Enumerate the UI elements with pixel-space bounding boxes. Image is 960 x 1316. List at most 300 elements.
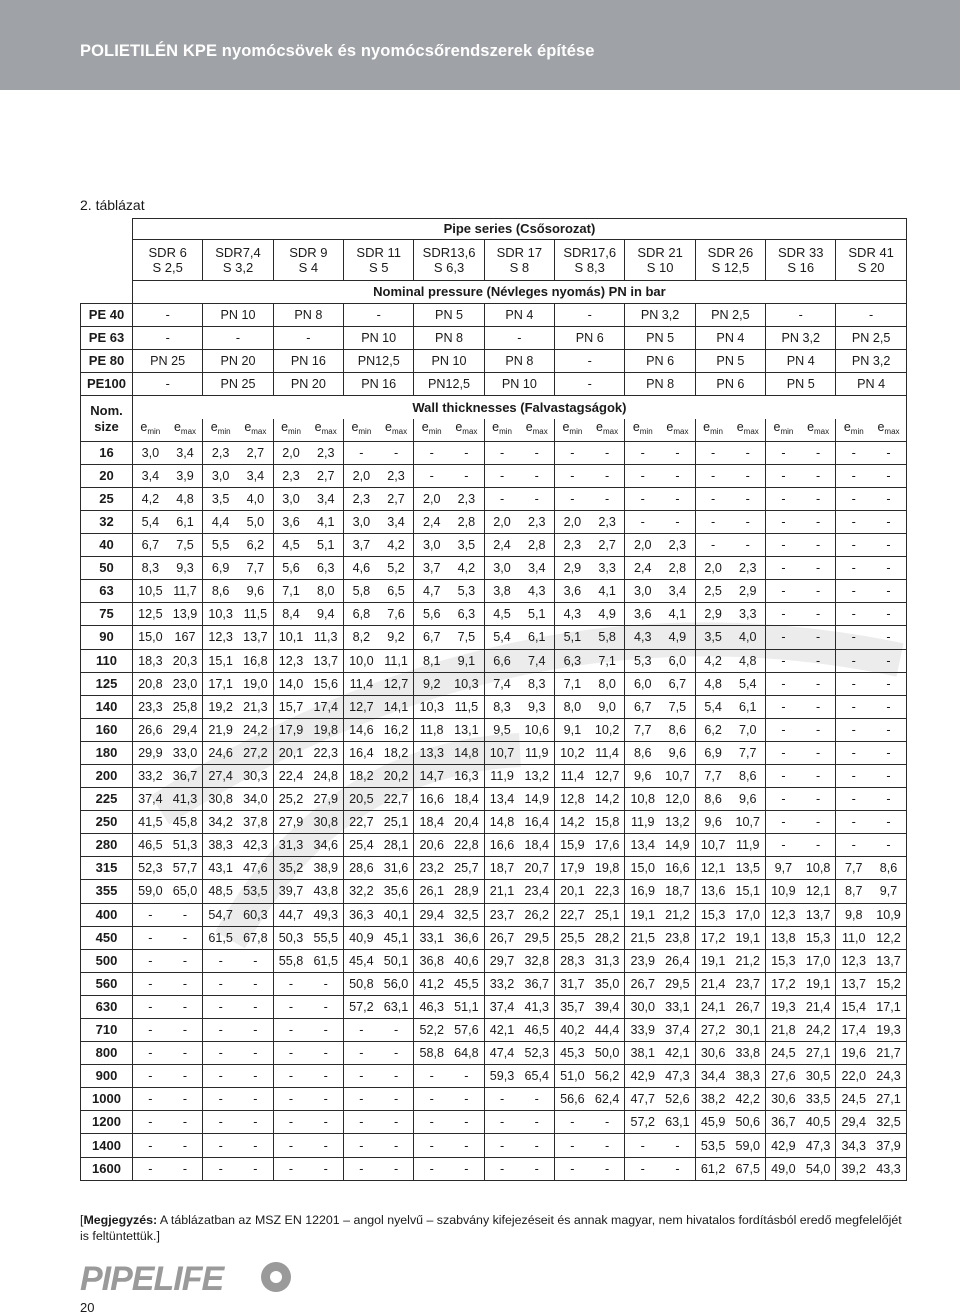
thickness-value: 2,7 <box>590 534 625 557</box>
series-title: Pipe series (Csősorozat) <box>133 219 907 240</box>
thickness-value: 27,2 <box>238 741 273 764</box>
thickness-value: 7,1 <box>590 649 625 672</box>
pressure-value: PN 8 <box>625 373 695 396</box>
thickness-value: 50,1 <box>379 949 414 972</box>
thickness-value: - <box>836 811 871 834</box>
thickness-value: 3,6 <box>625 603 660 626</box>
thickness-value: 61,5 <box>308 949 343 972</box>
size-label-cell: 40 <box>81 534 133 557</box>
thickness-value: 17,9 <box>273 718 308 741</box>
sdr-header <box>133 240 203 281</box>
thickness-value: 4,3 <box>519 580 554 603</box>
e-min-header <box>695 419 730 442</box>
thickness-value: - <box>379 1111 414 1134</box>
thickness-value: 42,3 <box>238 834 273 857</box>
pressure-value: PN12,5 <box>414 373 484 396</box>
thickness-value: 15,6 <box>308 672 343 695</box>
thickness-value: 31,3 <box>590 949 625 972</box>
max-sub: max <box>532 427 548 437</box>
thickness-value: - <box>836 741 871 764</box>
thickness-value: 9,5 <box>484 718 519 741</box>
thickness-value: 11,9 <box>519 741 554 764</box>
thickness-value: 2,9 <box>730 580 765 603</box>
e-min-header <box>414 419 449 442</box>
thickness-value: 38,2 <box>695 1088 730 1111</box>
thickness-value: 39,7 <box>273 880 308 903</box>
thickness-value: 25,1 <box>590 903 625 926</box>
thickness-value: 25,4 <box>344 834 379 857</box>
thickness-value: 9,3 <box>168 557 203 580</box>
thickness-value: 22,3 <box>308 741 343 764</box>
thickness-value: - <box>168 926 203 949</box>
thickness-value: 44,7 <box>273 903 308 926</box>
size-row <box>81 557 907 580</box>
max-sub: max <box>743 427 759 437</box>
thickness-value: 4,3 <box>555 603 590 626</box>
thickness-value: 25,1 <box>379 811 414 834</box>
pressure-value: PN 6 <box>695 373 765 396</box>
thickness-value: 41,3 <box>168 788 203 811</box>
thickness-value: 7,5 <box>449 626 484 649</box>
thickness-value: 46,5 <box>133 834 168 857</box>
thickness-value: 12,7 <box>344 695 379 718</box>
size-label-cell: 32 <box>81 510 133 533</box>
thickness-value: 4,2 <box>449 557 484 580</box>
thickness-value: 2,9 <box>695 603 730 626</box>
thickness-value: 58,8 <box>414 1042 449 1065</box>
header-corner <box>81 219 133 304</box>
thickness-value: 23,3 <box>133 695 168 718</box>
thickness-value: 8,2 <box>344 626 379 649</box>
thickness-value: 3,4 <box>308 487 343 510</box>
size-row <box>81 649 907 672</box>
thickness-value: 23,7 <box>730 972 765 995</box>
e-letter: e <box>140 420 148 435</box>
e-letter: e <box>807 420 815 435</box>
s-label: S 12,5 <box>711 260 750 275</box>
thickness-value: 11,4 <box>555 764 590 787</box>
thickness-value: 4,5 <box>273 534 308 557</box>
pressure-value: - <box>484 327 554 350</box>
thickness-value: 12,3 <box>836 949 871 972</box>
e-min-header <box>766 419 801 442</box>
sdr-header <box>555 240 625 281</box>
thickness-value: 56,6 <box>555 1088 590 1111</box>
size-row <box>81 903 907 926</box>
thickness-value: - <box>308 1065 343 1088</box>
thickness-value: - <box>836 672 871 695</box>
thickness-value: 27,1 <box>801 1042 836 1065</box>
thickness-value: 35,0 <box>590 972 625 995</box>
pressure-label: PE 63 <box>81 327 133 350</box>
nominal-pressure-title: Nominal pressure (Névleges nyomás) PN in bar <box>133 281 907 304</box>
thickness-value: - <box>519 1134 554 1157</box>
thickness-value: 3,5 <box>449 534 484 557</box>
thickness-value: - <box>484 1088 519 1111</box>
thickness-value: 56,2 <box>590 1065 625 1088</box>
thickness-value: 9,0 <box>590 695 625 718</box>
thickness-value: 9,4 <box>308 603 343 626</box>
sdr-label: SDR 21 <box>637 245 683 260</box>
thickness-value: 12,1 <box>695 857 730 880</box>
thickness-value: - <box>238 1157 273 1180</box>
thickness-value: 2,0 <box>344 464 379 487</box>
thickness-value: 18,7 <box>660 880 695 903</box>
thickness-value: 2,3 <box>344 487 379 510</box>
thickness-value: 65,0 <box>168 880 203 903</box>
thickness-value: 16,4 <box>344 741 379 764</box>
thickness-value: - <box>871 626 906 649</box>
thickness-value: 10,8 <box>801 857 836 880</box>
sdr-label: SDR 41 <box>848 245 894 260</box>
thickness-value: 64,8 <box>449 1042 484 1065</box>
thickness-value: 30,6 <box>695 1042 730 1065</box>
s-label: S 4 <box>298 260 319 275</box>
thickness-value: 11,5 <box>238 603 273 626</box>
thickness-value: 20,4 <box>449 811 484 834</box>
thickness-value: - <box>871 764 906 787</box>
thickness-value: - <box>871 695 906 718</box>
size-label-cell: 110 <box>81 649 133 672</box>
thickness-value: - <box>801 718 836 741</box>
thickness-value: 12,2 <box>871 926 906 949</box>
thickness-value: 50,3 <box>273 926 308 949</box>
sdr-header <box>625 240 695 281</box>
pressure-value: - <box>555 350 625 373</box>
thickness-value: 19,8 <box>590 857 625 880</box>
thickness-value: 29,5 <box>660 972 695 995</box>
thickness-value: 3,6 <box>273 510 308 533</box>
size-row <box>81 1042 907 1065</box>
thickness-value: 42,2 <box>730 1088 765 1111</box>
s-label: S 3,2 <box>222 260 254 275</box>
thickness-value: 26,7 <box>625 972 660 995</box>
thickness-value: - <box>168 1088 203 1111</box>
pressure-value: PN 3,2 <box>766 327 836 350</box>
thickness-value: 47,3 <box>801 1134 836 1157</box>
size-label-cell: 900 <box>81 1065 133 1088</box>
thickness-value: 3,4 <box>519 557 554 580</box>
thickness-value: - <box>766 534 801 557</box>
thickness-value: - <box>484 487 519 510</box>
pressure-label: PE100 <box>81 373 133 396</box>
thickness-value: 47,4 <box>484 1042 519 1065</box>
size-row <box>81 880 907 903</box>
sdr-label: SDR 17 <box>496 245 543 260</box>
thickness-value: - <box>625 441 660 464</box>
thickness-value: 44,4 <box>590 1019 625 1042</box>
thickness-value: - <box>203 1088 238 1111</box>
thickness-value: 10,8 <box>625 788 660 811</box>
thickness-value: - <box>801 788 836 811</box>
thickness-value: - <box>836 718 871 741</box>
e-letter: e <box>210 420 218 435</box>
thickness-value: - <box>168 1157 203 1180</box>
thickness-value: 4,2 <box>379 534 414 557</box>
thickness-value: - <box>203 972 238 995</box>
thickness-value: - <box>203 1019 238 1042</box>
thickness-value: - <box>871 672 906 695</box>
thickness-value: 67,8 <box>238 926 273 949</box>
pressure-value: - <box>133 327 203 350</box>
thickness-value: 12,3 <box>203 626 238 649</box>
thickness-value: 10,1 <box>273 626 308 649</box>
e-max-header <box>519 419 554 442</box>
thickness-value: 19,8 <box>308 718 343 741</box>
e-letter: e <box>666 420 674 435</box>
thickness-value: 13,3 <box>414 741 449 764</box>
thickness-value: 13,4 <box>484 788 519 811</box>
thickness-value: - <box>519 441 554 464</box>
thickness-value: - <box>555 1134 590 1157</box>
size-label-cell: 63 <box>81 580 133 603</box>
thickness-value: 52,2 <box>414 1019 449 1042</box>
pressure-row <box>81 350 907 373</box>
pressure-value: PN 3,2 <box>625 304 695 327</box>
thickness-value: 8,3 <box>133 557 168 580</box>
thickness-value: 46,5 <box>519 1019 554 1042</box>
thickness-value: 24,2 <box>801 1019 836 1042</box>
thickness-value: 3,4 <box>168 441 203 464</box>
thickness-value: 24,5 <box>766 1042 801 1065</box>
thickness-value: 7,7 <box>695 764 730 787</box>
thickness-value: 11,7 <box>168 580 203 603</box>
thickness-value: 13,5 <box>730 857 765 880</box>
e-max-header <box>801 419 836 442</box>
pressure-value: - <box>555 304 625 327</box>
thickness-value: 59,0 <box>730 1134 765 1157</box>
thickness-value: 8,7 <box>836 880 871 903</box>
thickness-value: 9,6 <box>238 580 273 603</box>
thickness-value: - <box>871 834 906 857</box>
thickness-value: 6,3 <box>449 603 484 626</box>
thickness-value: - <box>168 1019 203 1042</box>
thickness-value: 2,4 <box>625 557 660 580</box>
thickness-value: 3,8 <box>484 580 519 603</box>
thickness-value: - <box>133 1157 168 1180</box>
thickness-value: - <box>238 1134 273 1157</box>
sdr-label: SDR7,4 <box>215 245 261 260</box>
series-title-row <box>81 219 907 240</box>
thickness-value: 5,1 <box>519 603 554 626</box>
thickness-value: - <box>871 788 906 811</box>
thickness-value: - <box>555 464 590 487</box>
thickness-value: 61,5 <box>203 926 238 949</box>
thickness-value: - <box>801 441 836 464</box>
thickness-value: - <box>766 580 801 603</box>
pressure-value: PN 20 <box>203 350 273 373</box>
e-letter: e <box>703 420 711 435</box>
thickness-value: - <box>133 995 168 1018</box>
page-number: 20 <box>80 1300 95 1315</box>
e-letter: e <box>244 420 252 435</box>
thickness-value: - <box>273 1111 308 1134</box>
thickness-value: - <box>203 1157 238 1180</box>
thickness-value: 12,5 <box>133 603 168 626</box>
thickness-value: - <box>484 1157 519 1180</box>
sdr-label: SDR 26 <box>707 245 754 260</box>
thickness-value: 8,0 <box>308 580 343 603</box>
pressure-value: PN 8 <box>273 304 343 327</box>
thickness-value: 39,2 <box>836 1157 871 1180</box>
thickness-value: 45,4 <box>344 949 379 972</box>
thickness-value: - <box>238 995 273 1018</box>
thickness-value: 7,0 <box>730 718 765 741</box>
thickness-value: - <box>871 741 906 764</box>
thickness-value: 3,0 <box>273 487 308 510</box>
thickness-value: 26,2 <box>519 903 554 926</box>
size-row <box>81 487 907 510</box>
thickness-value: 2,8 <box>660 557 695 580</box>
thickness-value: 6,1 <box>730 695 765 718</box>
thickness-value: 18,7 <box>484 857 519 880</box>
thickness-value: 4,7 <box>414 580 449 603</box>
thickness-value: 2,4 <box>414 510 449 533</box>
size-label-cell: 200 <box>81 764 133 787</box>
thickness-value: 21,1 <box>484 880 519 903</box>
e-min-header <box>836 419 871 442</box>
thickness-value: 30,8 <box>308 811 343 834</box>
thickness-value: - <box>836 557 871 580</box>
thickness-value: 62,4 <box>590 1088 625 1111</box>
thickness-value: - <box>344 441 379 464</box>
thickness-value: 6,9 <box>203 557 238 580</box>
thickness-value: 3,4 <box>133 464 168 487</box>
thickness-value: 57,6 <box>449 1019 484 1042</box>
thickness-value: 45,8 <box>168 811 203 834</box>
thickness-value: 26,7 <box>484 926 519 949</box>
size-row <box>81 510 907 533</box>
thickness-value: 22,7 <box>344 811 379 834</box>
size-row <box>81 580 907 603</box>
thickness-value: - <box>344 1088 379 1111</box>
thickness-value: - <box>344 1134 379 1157</box>
thickness-value: - <box>133 949 168 972</box>
thickness-value: 37,8 <box>238 811 273 834</box>
e-letter: e <box>843 420 851 435</box>
thickness-value: 4,9 <box>590 603 625 626</box>
thickness-value: 47,7 <box>625 1088 660 1111</box>
thickness-value: 4,2 <box>695 649 730 672</box>
size-row <box>81 972 907 995</box>
thickness-value: 4,8 <box>695 672 730 695</box>
thickness-value: 24,5 <box>836 1088 871 1111</box>
thickness-value: 9,7 <box>871 880 906 903</box>
e-max-header <box>730 419 765 442</box>
thickness-value: - <box>308 1157 343 1180</box>
e-letter: e <box>632 420 640 435</box>
thickness-value: 21,4 <box>801 995 836 1018</box>
thickness-value: 11,4 <box>590 741 625 764</box>
thickness-value: 20,8 <box>133 672 168 695</box>
e-letter: e <box>773 420 781 435</box>
thickness-value: 5,4 <box>133 510 168 533</box>
thickness-value: 52,6 <box>660 1088 695 1111</box>
pressure-value: PN 10 <box>344 327 414 350</box>
pipelife-logo <box>80 1258 300 1296</box>
min-sub: min <box>780 427 794 437</box>
thickness-value: - <box>590 1134 625 1157</box>
thickness-value: 11,4 <box>344 672 379 695</box>
thickness-value: 24,1 <box>695 995 730 1018</box>
thickness-value: 13,2 <box>519 764 554 787</box>
thickness-value: - <box>449 1111 484 1134</box>
thickness-value: 2,7 <box>238 441 273 464</box>
thickness-value: 36,6 <box>449 926 484 949</box>
pressure-value: PN 2,5 <box>836 327 906 350</box>
thickness-value: - <box>766 603 801 626</box>
min-sub: min <box>428 427 442 437</box>
thickness-value: - <box>871 580 906 603</box>
thickness-value: - <box>308 995 343 1018</box>
thickness-value: - <box>519 464 554 487</box>
thickness-value: 29,4 <box>168 718 203 741</box>
thickness-value: 21,9 <box>203 718 238 741</box>
wall-title-row <box>81 396 907 419</box>
size-row <box>81 811 907 834</box>
thickness-value: - <box>660 510 695 533</box>
thickness-value: - <box>590 464 625 487</box>
thickness-value: - <box>203 1111 238 1134</box>
note-text: A táblázatban az MSZ EN 12201 – angol nyelvű – szabvány kifejezéseit és annak magyar, nem hivatalos fordításból eredő megfelelőjét is feltüntettük.] <box>80 1213 902 1243</box>
thickness-value: 5,8 <box>590 626 625 649</box>
thickness-value: 14,9 <box>660 834 695 857</box>
thickness-value: 3,3 <box>590 557 625 580</box>
thickness-value: - <box>871 487 906 510</box>
thickness-value: 16,6 <box>414 788 449 811</box>
thickness-value: - <box>379 1042 414 1065</box>
thickness-value: 10,3 <box>414 695 449 718</box>
thickness-value: 8,6 <box>871 857 906 880</box>
thickness-value: 28,9 <box>449 880 484 903</box>
thickness-value: - <box>414 441 449 464</box>
thickness-value: - <box>836 603 871 626</box>
thickness-value: 42,9 <box>625 1065 660 1088</box>
thickness-value: 19,1 <box>730 926 765 949</box>
thickness-value: 3,0 <box>133 441 168 464</box>
thickness-value: 29,5 <box>519 926 554 949</box>
thickness-value: - <box>203 949 238 972</box>
sdr-header <box>484 240 554 281</box>
thickness-value: 8,6 <box>625 741 660 764</box>
s-label: S 5 <box>368 260 389 275</box>
thickness-value: 28,3 <box>555 949 590 972</box>
thickness-value: 10,7 <box>695 834 730 857</box>
thickness-value: 11,9 <box>625 811 660 834</box>
min-sub: min <box>358 427 372 437</box>
thickness-value: 2,8 <box>519 534 554 557</box>
thickness-value: - <box>801 580 836 603</box>
thickness-value: - <box>660 1134 695 1157</box>
thickness-value: 17,2 <box>766 972 801 995</box>
thickness-value: 36,7 <box>168 764 203 787</box>
e-min-header <box>484 419 519 442</box>
thickness-value: 32,8 <box>519 949 554 972</box>
size-row <box>81 464 907 487</box>
thickness-value: 40,6 <box>449 949 484 972</box>
thickness-value: 2,3 <box>519 510 554 533</box>
pressure-value: - <box>203 327 273 350</box>
thickness-value: 15,0 <box>133 626 168 649</box>
thickness-value: 3,5 <box>203 487 238 510</box>
thickness-value: 7,7 <box>238 557 273 580</box>
thickness-value: 38,3 <box>730 1065 765 1088</box>
thickness-value: 4,6 <box>344 557 379 580</box>
thickness-value: - <box>766 834 801 857</box>
pressure-value: - <box>273 327 343 350</box>
thickness-value: - <box>273 995 308 1018</box>
thickness-value: 40,1 <box>379 903 414 926</box>
